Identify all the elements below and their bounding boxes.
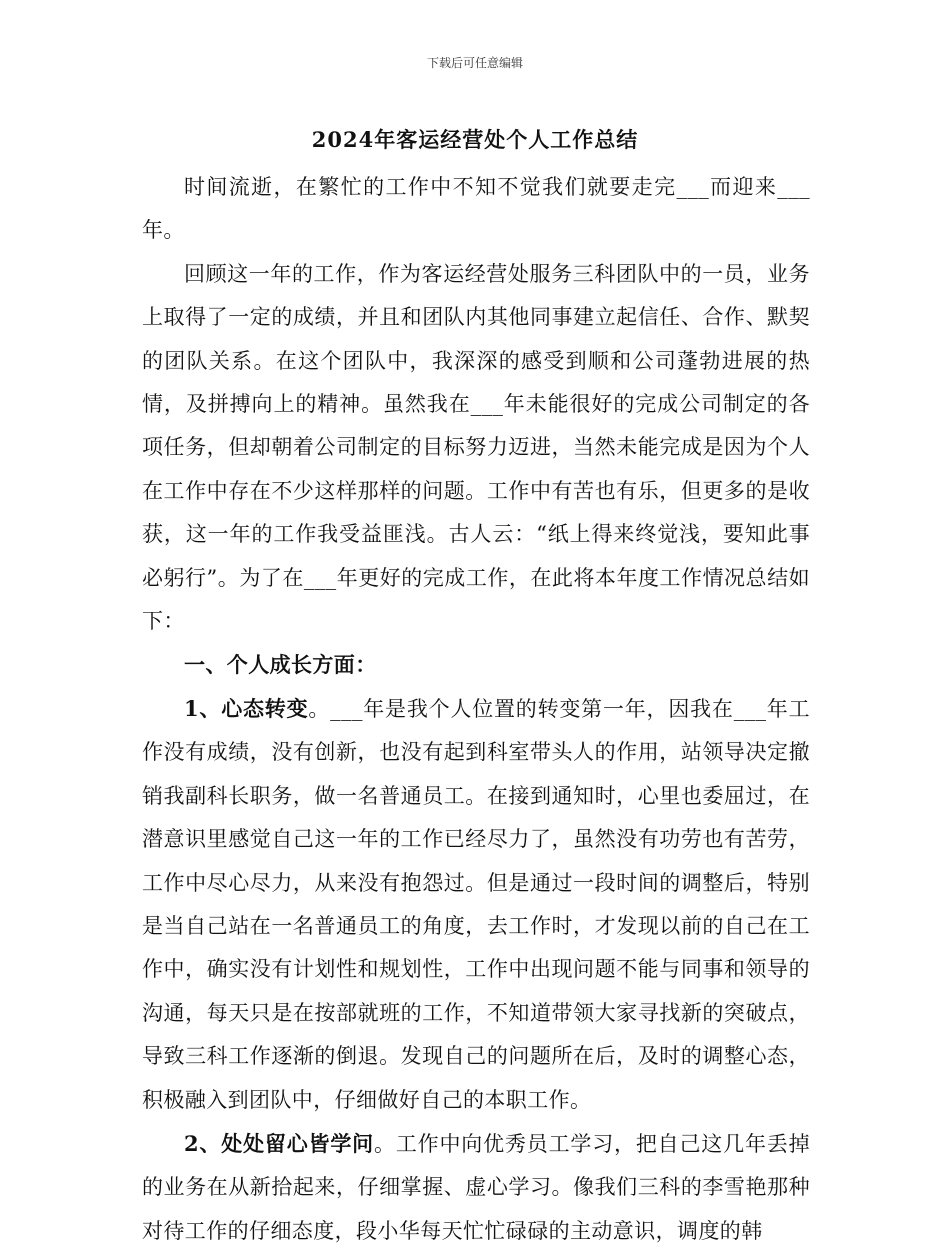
paragraph-review: 回顾这一年的工作，作为客运经营处服务三科团队中的一员，业务上取得了一定的成绩，并且和团队内其他同事建立起信任、合作、默契的团队关系。在这个团队中，我深深的感受到顺和公司蓬勃进展的热情，及拼搏向上的精神。虽然我在___年未能很好的完成公司制定的各项任务，但却朝着公司制定的目标努力迈进，当然未能完成是因为个人在工作中存在不少这样那样的问题。工作中有苦也有乐，但更多的是收获，这一年的工作我受益匪浅。古人云：“纸上得来终觉浅，要知此事必躬行”。为了在___年更好的完成工作，在此将本年度工作情况总结如下：: [142, 261, 810, 634]
document-body: [142, 166, 810, 1253]
paragraph-mindset-lead: 1、心态转变: [184, 695, 309, 721]
paragraph-learning: [142, 1122, 810, 1253]
paragraph-mindset-body: 。___年是我个人位置的转变第一年，因我在___年工作没有成绩，没有创新，也没有起到科室带头人的作用，站领导决定撤销我副科长职务，做一名普通员工。在接到通知时，心里也委屈过，在潜意识里感觉自己这一年的工作已经尽力了，虽然没有功劳也有苦劳，工作中尽心尽力，从来没有抱怨过。但是通过一段时间的调整后，特别是当自己站在一名普通员工的角度，去工作时，才发现以前的自己在工作中，确实没有计划性和规划性，工作中出现问题不能与同事和领导的沟通，每天只是在按部就班的工作，不知道带领大家寻找新的突破点，导致三科工作逐渐的倒退。发现自己的问题所在后，及时的调整心态，积极融入到团队中，仔细做好自己的本职工作。: [142, 696, 811, 1112]
section-heading-personal-growth: 一、个人成长方面：: [184, 652, 377, 678]
paragraph-learning-body: 。工作中向优秀员工学习，把自己这几年丢掉的业务在从新拾起来，仔细掌握、虚心学习。像我们三科的李雪艳那种对待工作的仔细态度，段小华每天忙忙碌碌的主动意识，调度的韩: [142, 1131, 810, 1243]
header-note: 下载后可任意编辑: [426, 56, 523, 70]
paragraph-intro: 时间流逝，在繁忙的工作中不知不觉我们就要走完___而迎来___年。: [142, 175, 810, 243]
document-title: 2024年客运经营处个人工作总结: [311, 127, 639, 152]
paragraph-mindset: [142, 687, 810, 1122]
paragraph-learning-lead: 2、处处留心皆学问: [184, 1130, 374, 1156]
